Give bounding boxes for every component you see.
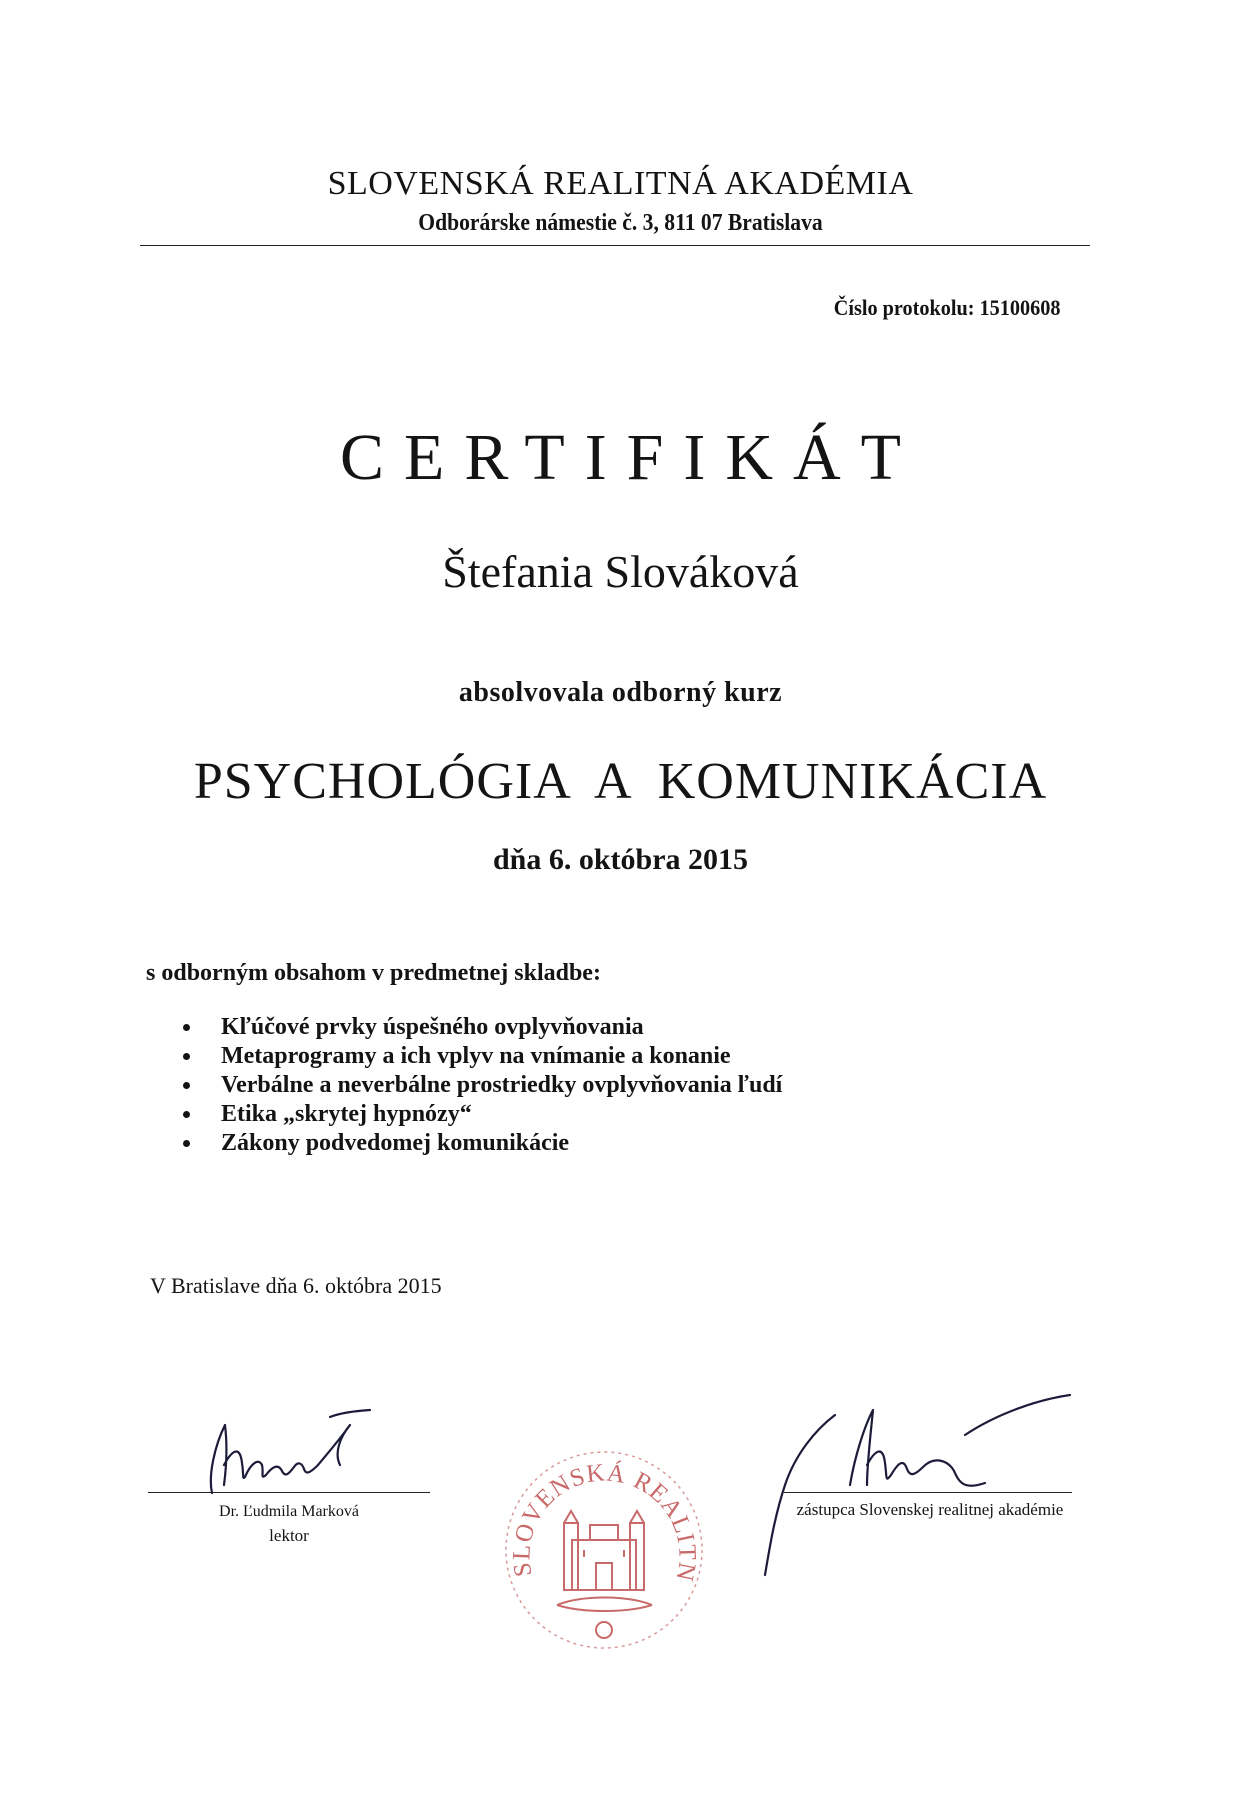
organization-address: Odborárske námestie č. 3, 811 07 Bratislava: [418, 210, 823, 236]
seal-text: SLOVENSKÁ REALITN: [508, 1459, 701, 1585]
bullet-icon: [183, 1111, 190, 1118]
representative-role: zástupca Slovenskej realitnej akadémie: [796, 1500, 1064, 1519]
protocol-number: Číslo protokolu: 15100608: [834, 295, 1061, 320]
topic-text: Etika „skrytej hypnózy“: [221, 1101, 472, 1127]
list-item: [183, 1129, 782, 1158]
list-item: [183, 1042, 782, 1071]
lecturer-role: lektor: [269, 1526, 309, 1545]
organization-name: SLOVENSKÁ REALITNÁ AKADÉMIA: [327, 165, 914, 202]
place-and-date: V Bratislave dňa 6. októbra 2015: [150, 1273, 442, 1298]
lecturer-name: Dr. Ľudmila Marková: [219, 1503, 359, 1520]
seal-icon: [502, 1445, 707, 1655]
header-divider: [140, 245, 1090, 246]
certificate-title: CERTIFIKÁT: [339, 421, 921, 494]
course-date: dňa 6. októbra 2015: [492, 843, 749, 876]
list-item: [183, 1071, 782, 1100]
topic-text: Metaprogramy a ich vplyv na vnímanie a konanie: [221, 1043, 731, 1069]
list-item: [183, 1100, 782, 1129]
right-signature-icon: [755, 1385, 1085, 1585]
recipient-name: Štefania Slováková: [442, 546, 799, 597]
topic-text: Verbálne a neverbálne prostriedky ovplyvňovania ľudí: [221, 1072, 783, 1098]
topic-text: Zákony podvedomej komunikácie: [221, 1130, 570, 1156]
course-name: PSYCHOLÓGIA A KOMUNIKÁCIA: [193, 753, 1048, 810]
list-item: [183, 1013, 782, 1042]
bullet-icon: [183, 1053, 190, 1060]
left-signature-line: [148, 1492, 430, 1493]
right-signature-line: [784, 1492, 1072, 1493]
bullet-icon: [183, 1082, 190, 1089]
content-intro: s odborným obsahom v predmetnej skladbe:: [146, 960, 601, 986]
academy-seal: [502, 1445, 707, 1655]
topics-list: [183, 1013, 782, 1158]
bullet-icon: [183, 1024, 190, 1031]
left-signature-icon: [190, 1405, 390, 1500]
completion-statement: absolvovala odborný kurz: [458, 677, 783, 708]
bullet-icon: [183, 1140, 190, 1147]
topic-text: Kľúčové prvky úspešného ovplyvňovania: [221, 1014, 644, 1040]
